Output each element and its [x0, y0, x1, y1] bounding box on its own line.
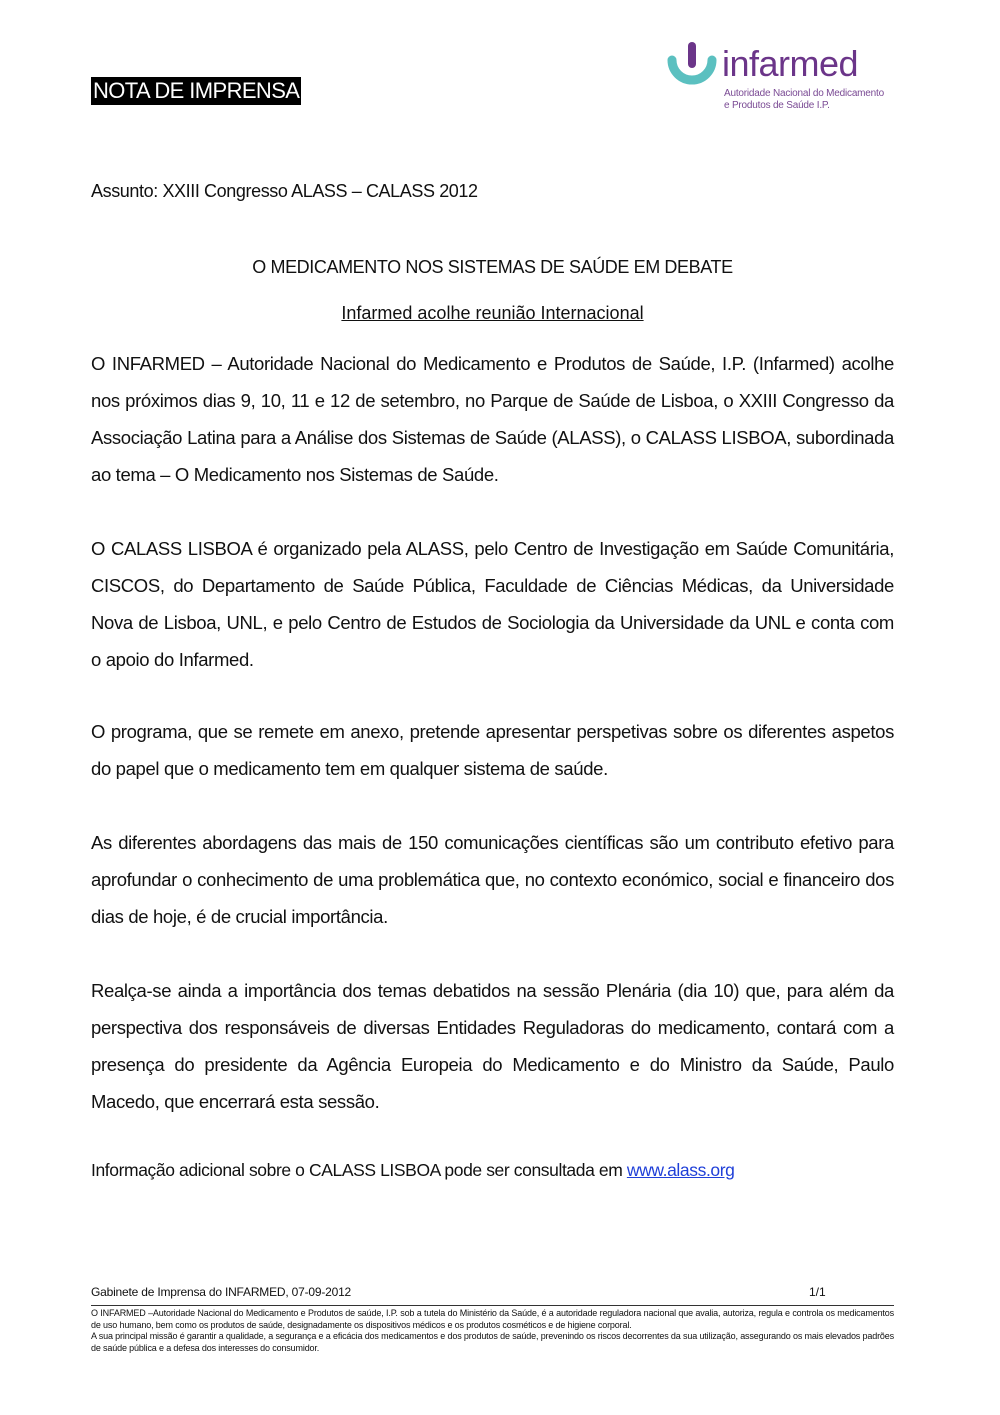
paragraph-1: O INFARMED – Autoridade Nacional do Medicamento e Produtos de Saúde, I.P. (Infarmed) acolhe nos próximos dias 9, 10, 11 e 12 de setembro, no Parque de Saúde de Lisboa, o XXIII Congresso da Associação Latina para a Análise dos Sistemas de Saúde (ALASS), o CALASS LISBOA, subordinada ao tema – O Medicamento nos Sistemas de Saúde.: [91, 353, 894, 485]
footer-page-number: 1/1: [809, 1285, 826, 1299]
paragraph-3: O programa, que se remete em anexo, pretende apresentar perspetivas sobre os diferentes aspetos do papel que o medicamento tem em qualquer sistema de saúde.: [91, 721, 894, 779]
logo-subtitle-line-2: e Produtos de Saúde I.P.: [724, 100, 830, 111]
footer-legal-notice: [91, 1308, 894, 1354]
additional-info: [91, 1158, 735, 1182]
footer-divider: [91, 1305, 894, 1306]
additional-info-text: Informação adicional sobre o CALASS LISBOA pode ser consultada em: [91, 1160, 627, 1180]
subject-line: Assunto: XXIII Congresso ALASS – CALASS 2012: [91, 181, 478, 201]
footer-press-office: Gabinete de Imprensa do INFARMED, 07-09-2012: [91, 1285, 352, 1299]
infarmed-logo: [664, 40, 894, 118]
logo-subtitle: [724, 88, 884, 112]
logo-subtitle-line-1: Autoridade Nacional do Medicamento: [724, 88, 884, 99]
footer-legal-paragraph-2: A sua principal missão é garantir a qualidade, a segurança e a eficácia dos medicamentos e dos produtos de saúde, prevenindo os riscos decorrentes da sua utilização, assegurando os mais elevados padrões de saúde pública e a defesa dos interesses do consumidor.: [91, 1331, 894, 1353]
infarmed-logo-mark-icon: [664, 40, 720, 96]
logo-wordmark: infarmed: [722, 43, 859, 84]
footer-legal-paragraph-1: O INFARMED –Autoridade Nacional do Medicamento e Produtos de saúde, I.P. sob a tutela do Ministério da Saúde, é a autoridade reguladora nacional que avalia, autoriza, regula e controla os medicamentos de uso humano, bem como os produtos de saúde, designadamente os dispositivos médicos e os produtos cosméticos e de higiene corporal.: [91, 1308, 894, 1330]
paragraph-4: As diferentes abordagens das mais de 150 comunicações científicas são um contributo efetivo para aprofundar o conhecimento de uma problemática que, no contexto económico, social e financeiro dos dias de hoje, é de crucial importância.: [91, 832, 894, 927]
press-release-badge: NOTA DE IMPRENSA: [93, 78, 300, 103]
document-subtitle-text: Infarmed acolhe reunião Internacional: [341, 303, 644, 323]
document-title: O MEDICAMENTO NOS SISTEMAS DE SAÚDE EM DEBATE: [252, 257, 733, 277]
paragraph-5: Realça-se ainda a importância dos temas debatidos na sessão Plenária (dia 10) que, para além da perspectiva dos responsáveis de diversas Entidades Reguladoras do medicamento, contará com a presença do presidente da Agência Europeia do Medicamento e do Ministro da Saúde, Paulo Macedo, que encerrará esta sessão.: [91, 980, 894, 1112]
alass-website-link[interactable]: www.alass.org: [626, 1160, 735, 1180]
document-subtitle: [91, 302, 894, 324]
paragraph-2: O CALASS LISBOA é organizado pela ALASS, pelo Centro de Investigação em Saúde Comunitária, CISCOS, do Departamento de Saúde Pública, Faculdade de Ciências Médicas, da Universidade Nova de Lisboa, UNL, e pelo Centro de Estudos de Sociologia da Universidade da UNL e conta com o apoio do Infarmed.: [91, 538, 894, 670]
